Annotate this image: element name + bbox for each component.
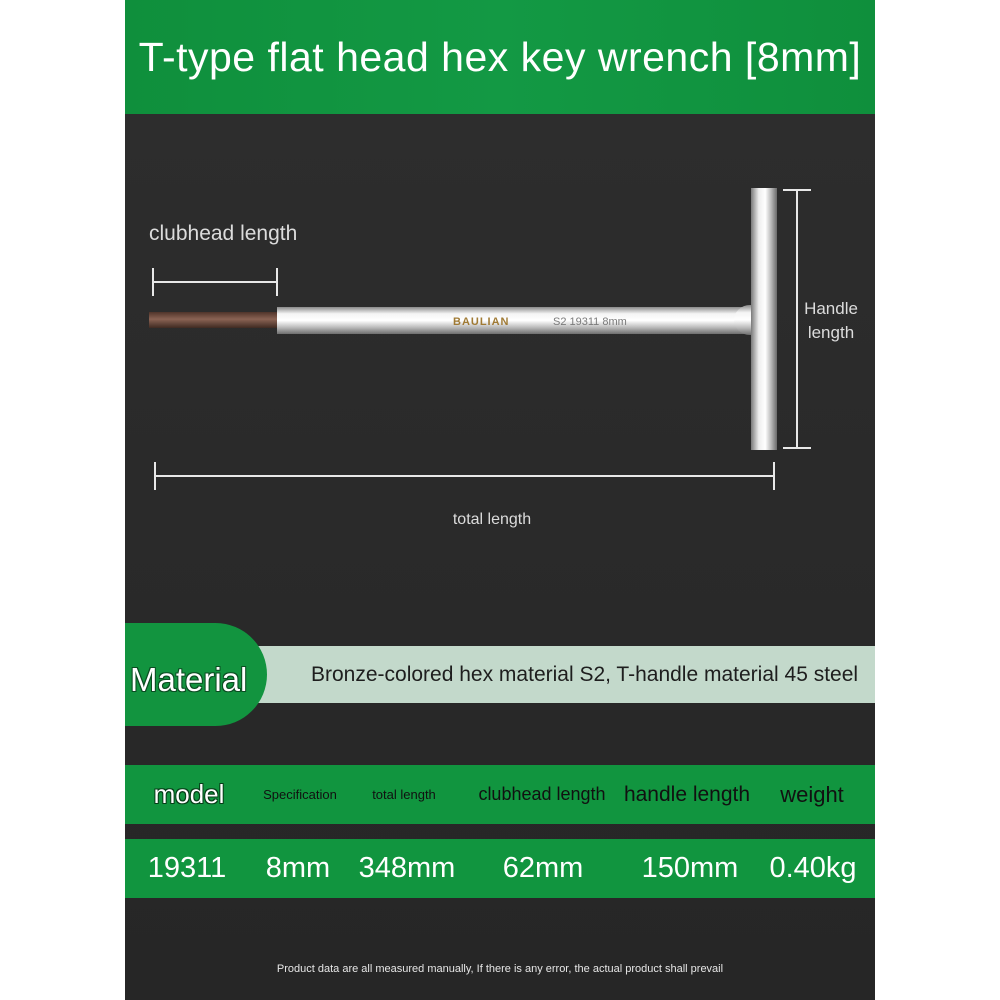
header-model: model	[153, 779, 225, 809]
clubhead-length-label: clubhead length	[149, 222, 298, 245]
cell-handle-length: 150mm	[641, 852, 739, 884]
page-title: T-type flat head hex key wrench [8mm]	[138, 34, 862, 80]
cell-specification: 8mm	[265, 852, 331, 884]
hex-bit	[149, 312, 281, 328]
header-handle-length: handle length	[623, 783, 751, 806]
header-clubhead-length: clubhead length	[478, 784, 606, 804]
cell-clubhead-length: 62mm	[502, 852, 584, 884]
cell-model: 19311	[147, 852, 227, 884]
header-weight: weight	[780, 782, 844, 807]
total-length-label: total length	[452, 511, 532, 528]
material-title: Material	[130, 661, 248, 698]
handle-length-label: Handle length	[804, 299, 858, 342]
shaft	[277, 307, 755, 334]
title-banner	[125, 0, 875, 114]
cell-weight: 0.40kg	[769, 852, 857, 884]
total-length-dimension	[155, 462, 774, 490]
header-total-length: total length	[372, 787, 436, 802]
spec-table-header	[125, 765, 875, 824]
product-panel	[125, 0, 875, 1000]
shaft-code-marking: S2 19311 8mm	[553, 316, 627, 328]
material-description: Bronze-colored hex material S2, T-handle material 45 steel	[311, 663, 859, 686]
t-handle	[751, 188, 777, 450]
shaft-brand-marking: BAULIAN	[453, 316, 510, 328]
clubhead-dimension	[153, 268, 277, 296]
cell-total-length: 348mm	[358, 852, 456, 884]
spec-table-row	[125, 839, 875, 898]
footnote: Product data are all measured manually, If there is any error, the actual product shall prevail	[276, 963, 724, 975]
header-specification: Specification	[263, 787, 337, 802]
